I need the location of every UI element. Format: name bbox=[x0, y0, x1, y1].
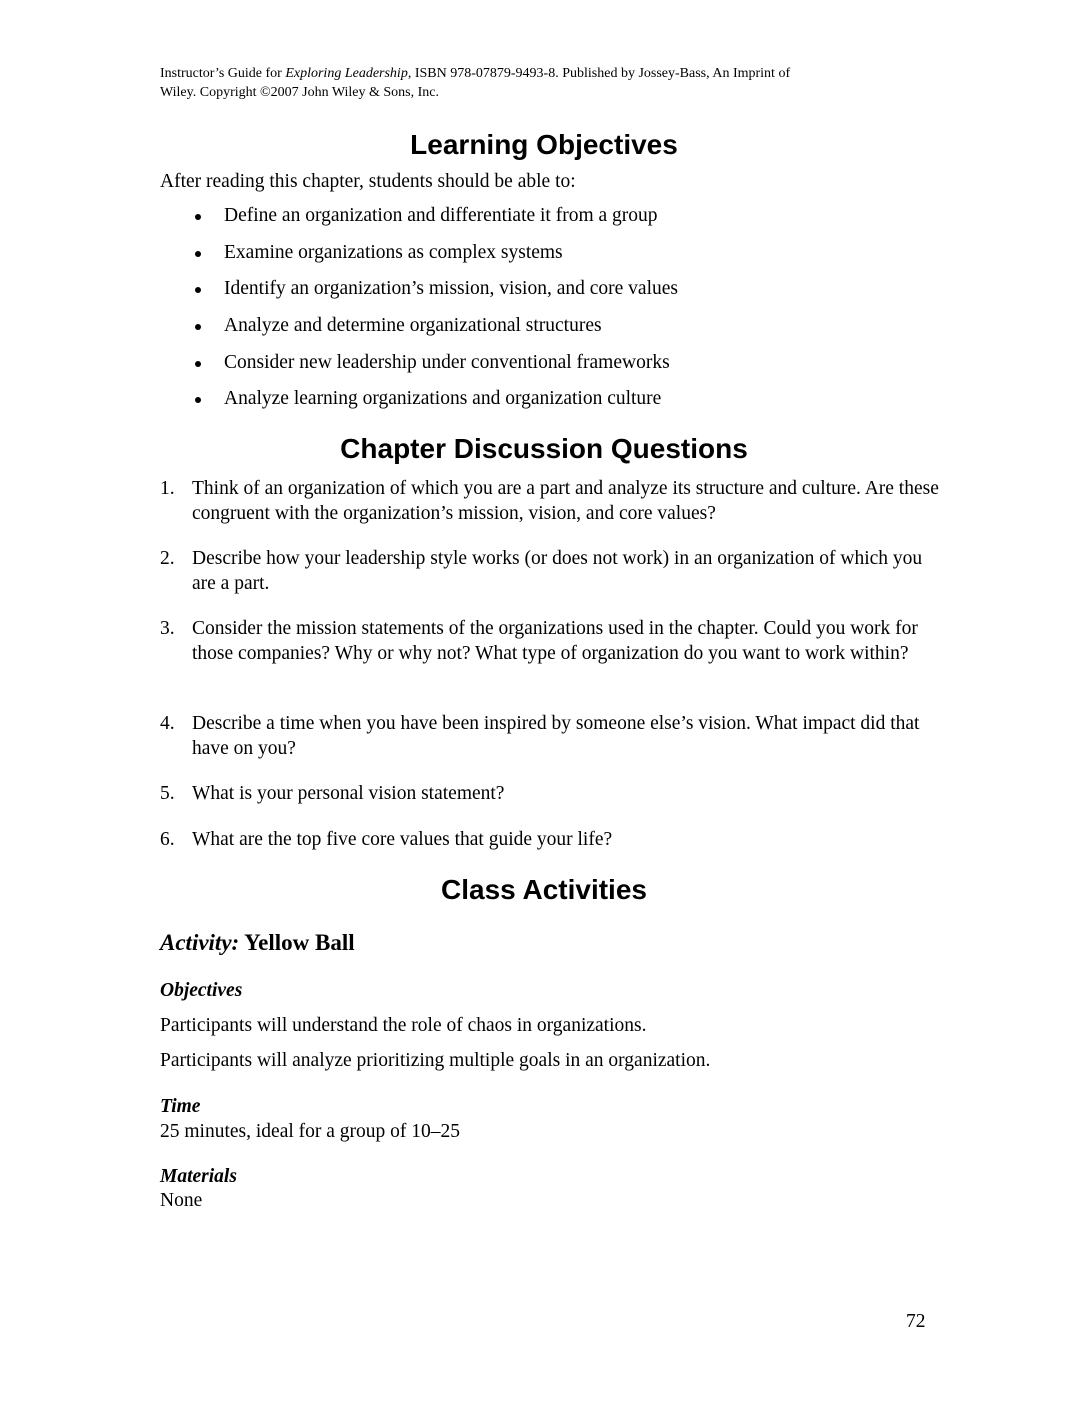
learning-objectives-heading: Learning Objectives bbox=[410, 129, 678, 160]
activity-title bbox=[160, 928, 355, 958]
time-text: 25 minutes, ideal for a group of 10–25 bbox=[160, 1121, 461, 1142]
activity-name: Yellow Ball bbox=[244, 930, 355, 955]
activity-objective: Participants will analyze prioritizing multiple goals in an organization. bbox=[160, 1050, 711, 1071]
materials-text: None bbox=[160, 1190, 203, 1211]
materials-heading: Materials bbox=[160, 1166, 237, 1187]
bullet-icon bbox=[195, 324, 201, 330]
objective-item: Analyze learning organizations and organization culture bbox=[190, 387, 678, 424]
discussion-question: 6. What are the top five core values that guide your life? bbox=[160, 829, 613, 850]
discussion-question: 5. What is your personal vision statement? bbox=[160, 783, 505, 804]
bullet-icon bbox=[195, 287, 201, 293]
header-book-title: Exploring Leadership bbox=[285, 66, 408, 81]
header-line2: Wiley. Copyright ©2007 John Wiley & Sons, Inc. bbox=[160, 85, 439, 100]
discussion-question: 3. Consider the mission statements of the organizations used in the chapter. Could you work for those companies? Why or why not? What type of organization do you want to work within? bbox=[160, 618, 918, 664]
objective-item: Define an organization and differentiate it from a group bbox=[190, 204, 678, 241]
learning-objectives-intro: After reading this chapter, students should be able to: bbox=[160, 171, 576, 192]
activity-objective: Participants will understand the role of chaos in organizations. bbox=[160, 1015, 647, 1036]
discussion-question: 1. Think of an organization of which you are a part and analyze its structure and culture. Are these congruent with the organization’s mission, vision, and core values? bbox=[160, 478, 939, 524]
objective-item: Analyze and determine organizational structures bbox=[190, 314, 678, 351]
bullet-icon bbox=[195, 361, 201, 367]
objectives-heading: Objectives bbox=[160, 980, 243, 1001]
discussion-question: 2. Describe how your leadership style works (or does not work) in an organization of which you are a part. bbox=[160, 548, 923, 594]
objective-item: Consider new leadership under conventional frameworks bbox=[190, 351, 678, 388]
objective-item: Identify an organization’s mission, vision, and core values bbox=[190, 277, 678, 314]
discussion-questions-heading: Chapter Discussion Questions bbox=[340, 433, 748, 464]
page-header bbox=[160, 64, 920, 102]
header-suffix: , ISBN 978-07879-9493-8. Published by Jossey-Bass, An Imprint of bbox=[407, 66, 791, 81]
bullet-icon bbox=[195, 251, 201, 257]
page-number: 72 bbox=[906, 1311, 926, 1332]
activity-label: Activity: bbox=[160, 930, 240, 955]
class-activities-heading: Class Activities bbox=[441, 874, 647, 905]
header-prefix: Instructor’s Guide for bbox=[160, 66, 286, 81]
bullet-icon bbox=[195, 397, 201, 403]
bullet-icon bbox=[195, 214, 201, 220]
time-heading: Time bbox=[160, 1096, 201, 1117]
discussion-question: 4. Describe a time when you have been inspired by someone else’s vision. What impact did that have on you? bbox=[160, 713, 920, 759]
learning-objectives-list bbox=[190, 204, 678, 424]
objective-item: Examine organizations as complex systems bbox=[190, 241, 678, 278]
